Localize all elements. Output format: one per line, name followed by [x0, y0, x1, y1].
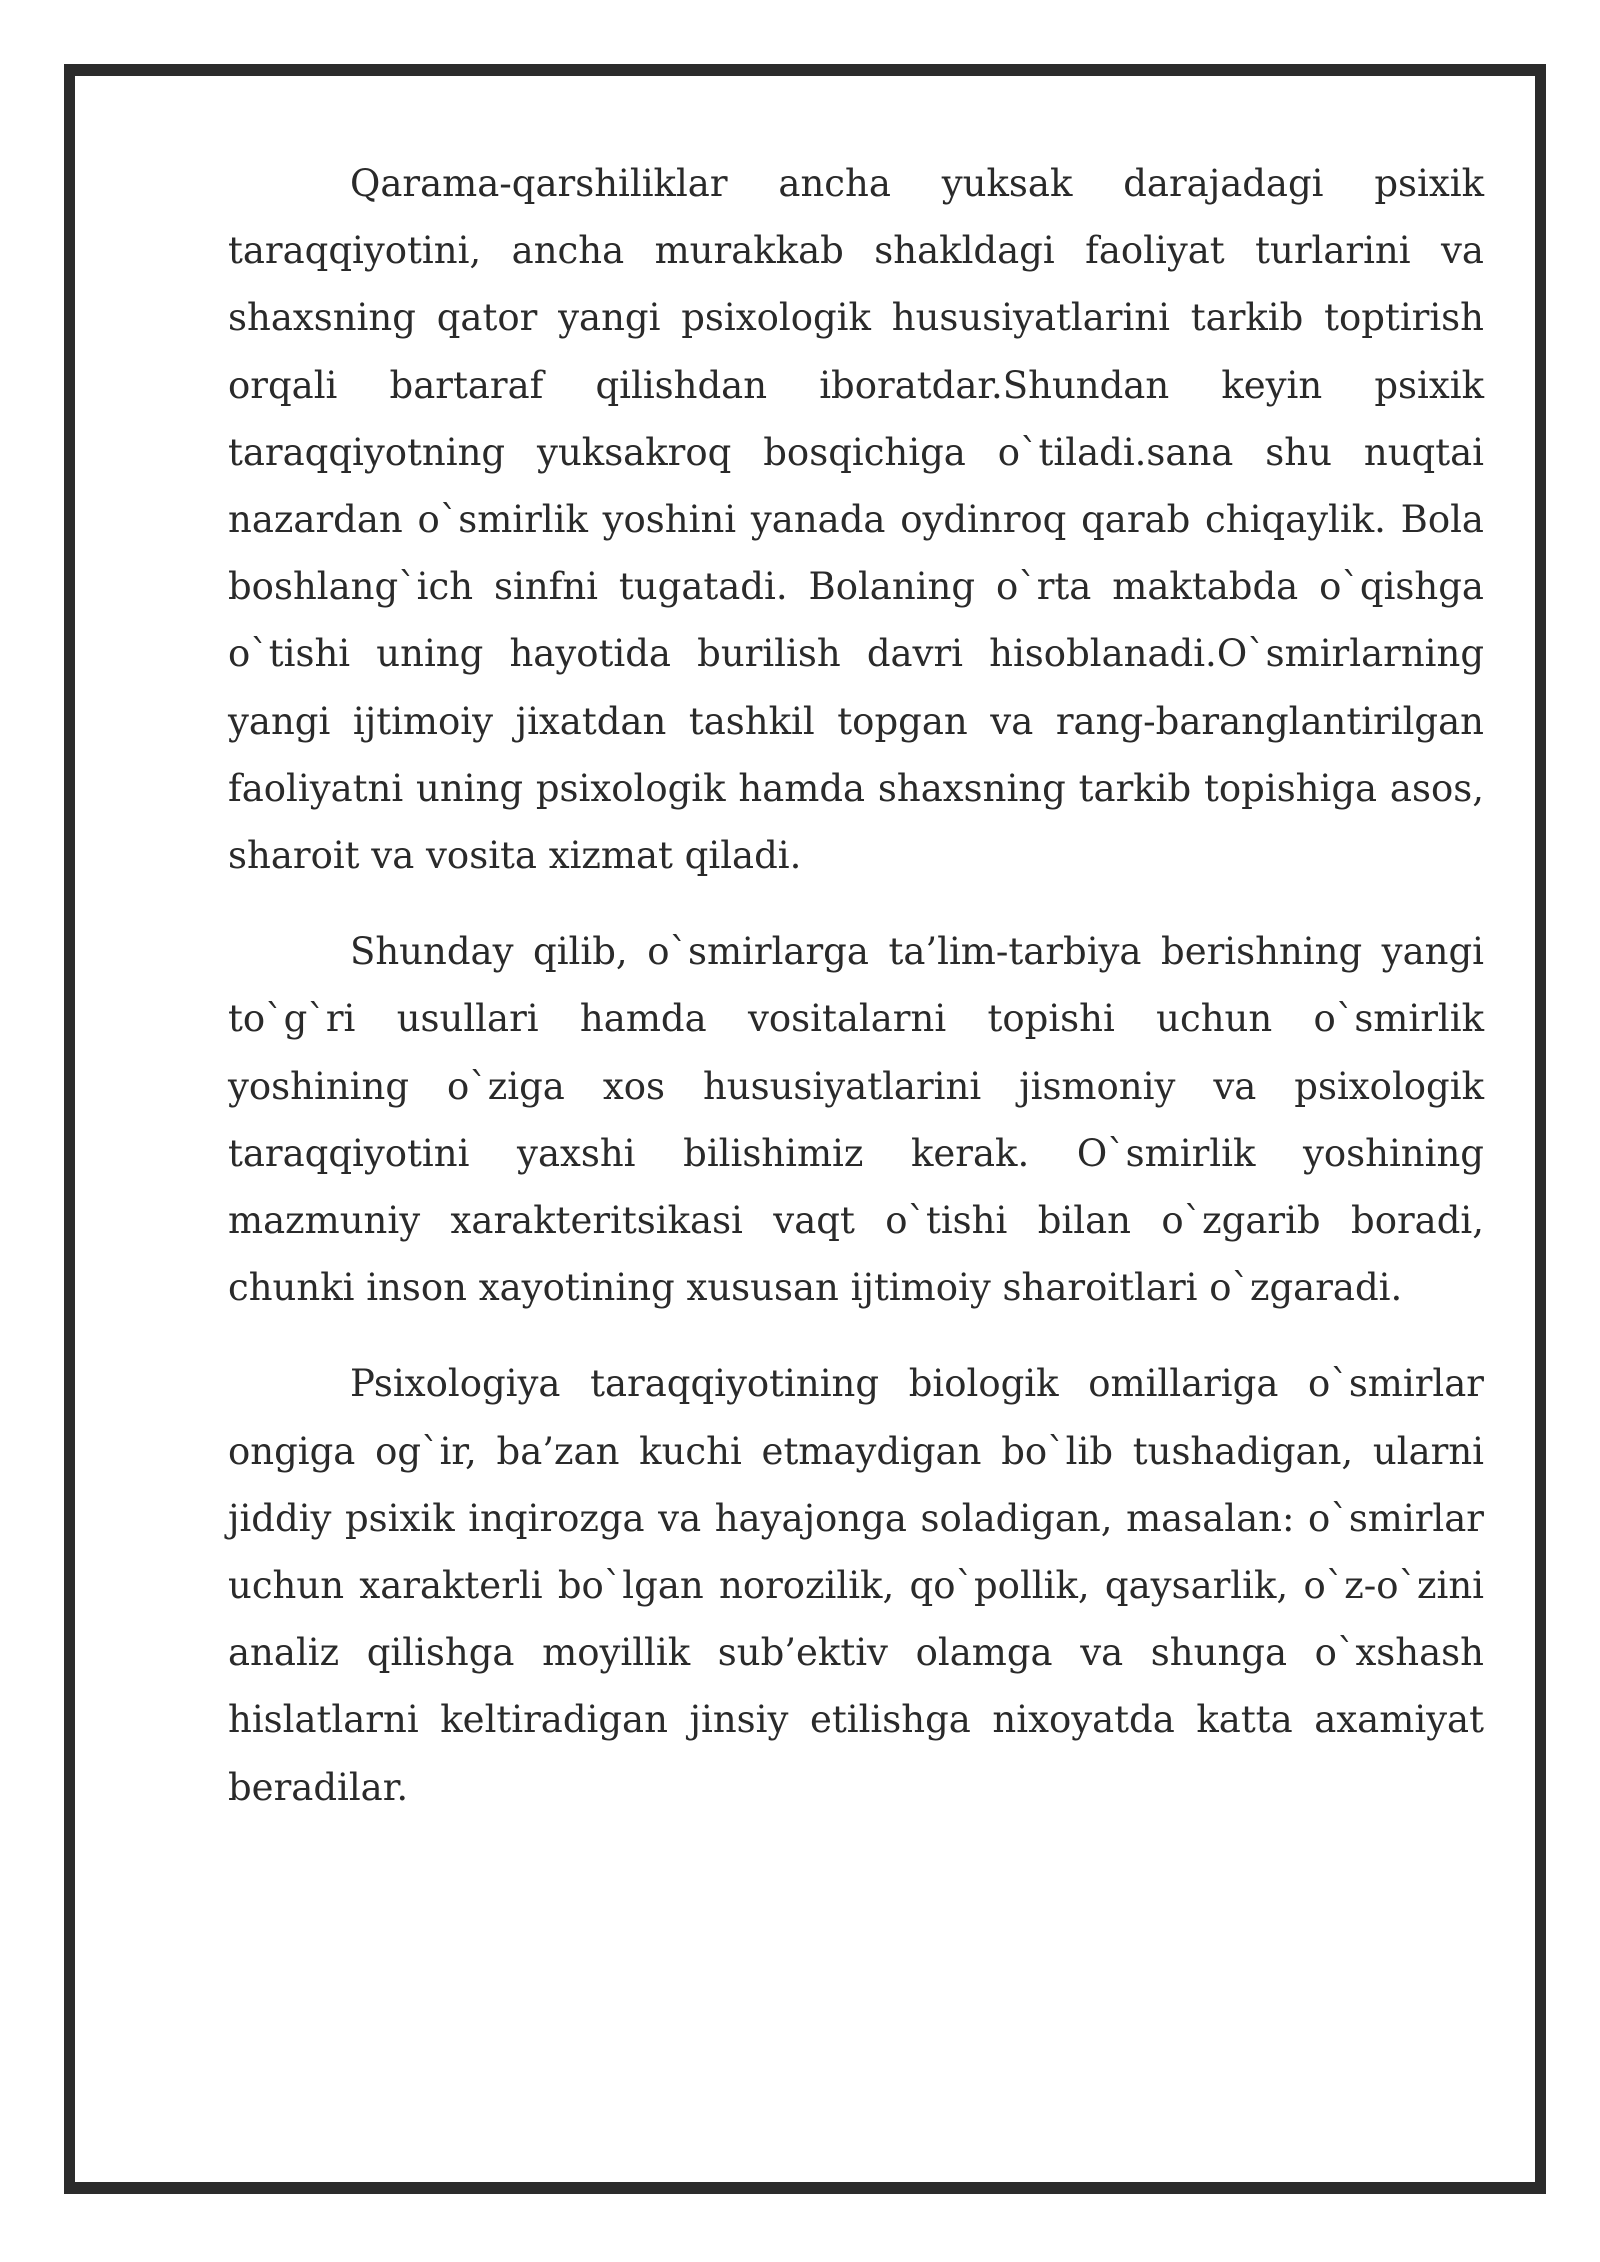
document-body [228, 150, 1484, 1850]
paragraph-2: Shunday qilib, o`smirlarga ta’lim-tarbiya berishning yangi to`g`ri usullari hamda vositalarni topishi uchun o`smirlik yoshining o`ziga xos hususiyatlarini jismoniy va psixologik taraqqiyotini yaxshi bilishimiz kerak. O`smirlik yoshining mazmuniy xarakteritsikasi vaqt o`tishi bilan o`zgarib boradi, chunki inson xayotining xususan ijtimoiy sharoitlari o`zgaradi. [228, 930, 1484, 1310]
paragraph-3: Psixologiya taraqqiyotining biologik omillariga o`smirlar ongiga og`ir, ba’zan kuchi etmaydigan bo`lib tushadigan, ularni jiddiy psixik inqirozga va hayajonga soladigan, masalan: o`smirlar uchun xarakterli bo`lgan norozilik, qo`pollik, qaysarlik, o`z-o`zini analiz qilishga moyillik sub’ektiv olamga va shunga o`xshash hislatlarni keltiradigan jinsiy etilishga nixoyatda katta axamiyat beradilar. [228, 1362, 1484, 1809]
paragraph-1: Qarama-qarshiliklar ancha yuksak darajadagi psixik taraqqiyotini, ancha murakkab shakldagi faoliyat turlarini va shaxsning qator yangi psixologik hususiyatlarini tarkib toptirish orqali bartaraf qilishdan iboratdar.Shundan keyin psixik taraqqiyotning yuksakroq bosqichiga o`tiladi.sana shu nuqtai nazardan o`smirlik yoshini yanada oydinroq qarab chiqaylik. Bola boshlang`ich sinfni tugatadi. Bolaning o`rta maktabda o`qishga o`tishi uning hayotida burilish davri hisoblanadi.O`smirlarning yangi ijtimoiy jixatdan tashkil topgan va rang-baranglantirilgan faoliyatni uning psixologik hamda shaxsning tarkib topishiga asos, sharoit va vosita xizmat qiladi. [228, 162, 1484, 878]
